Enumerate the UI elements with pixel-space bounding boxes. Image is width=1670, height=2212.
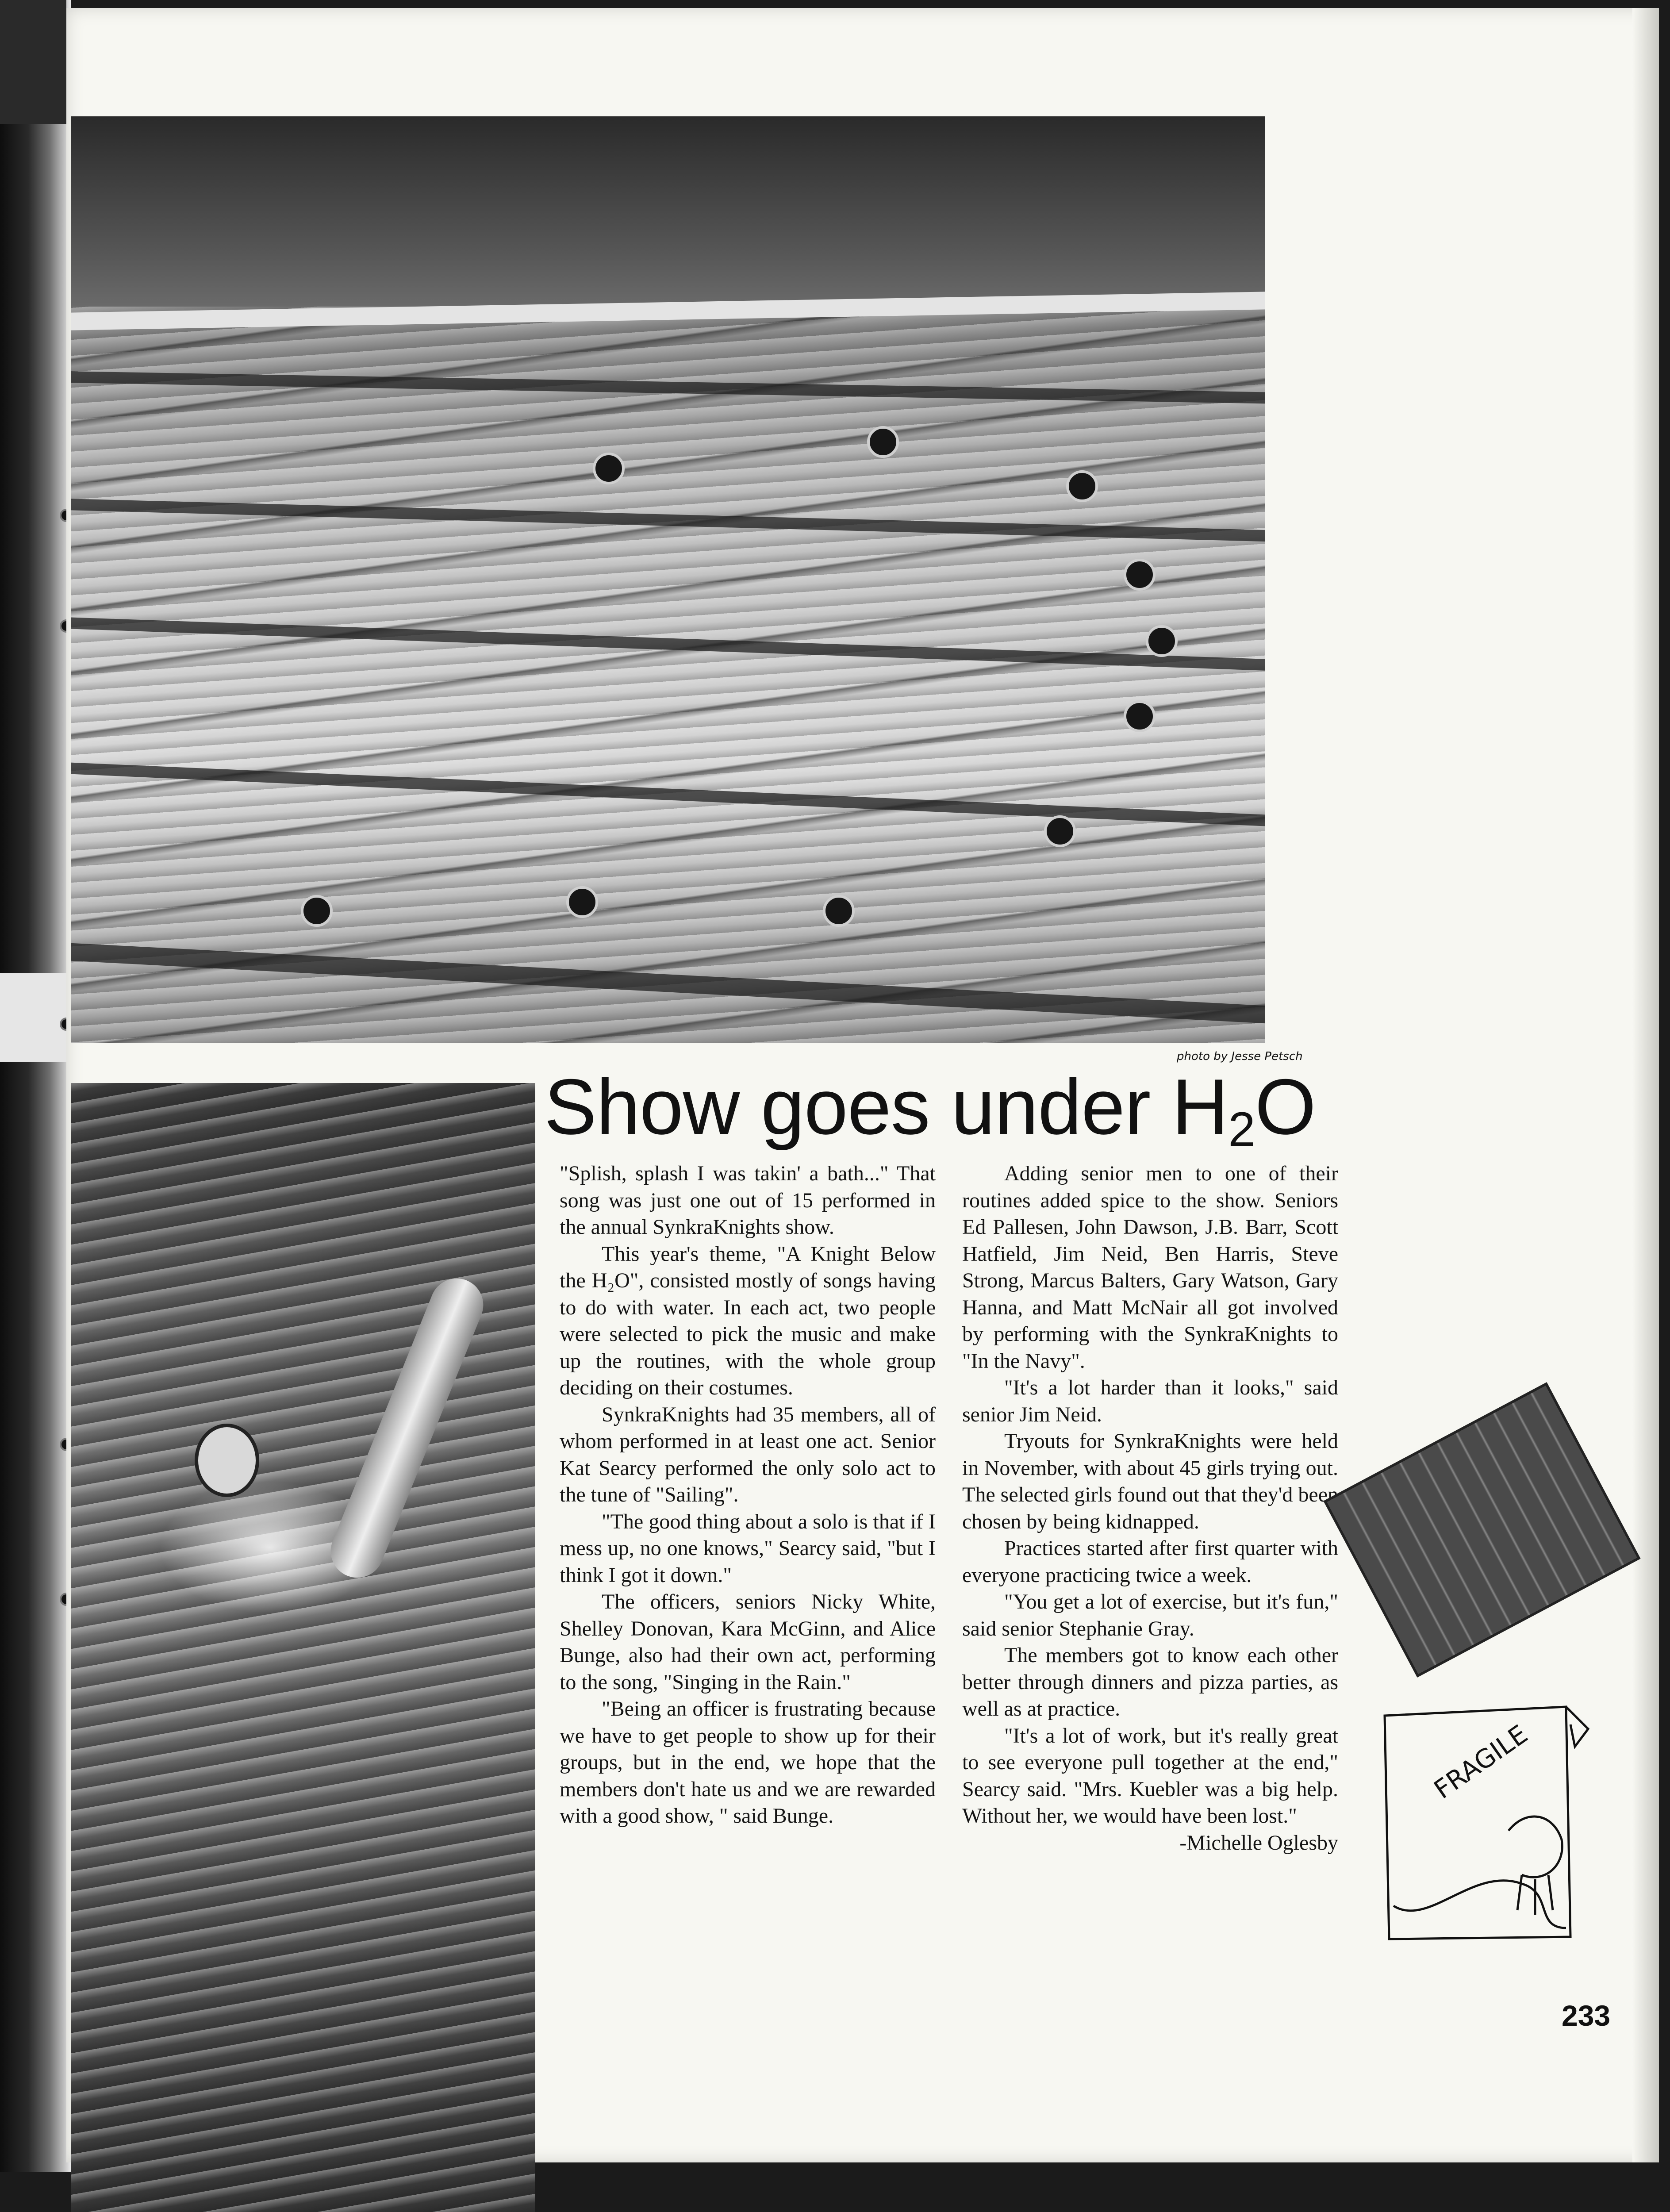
swimmer-head: [195, 1424, 259, 1497]
yearbook-page: [66, 8, 1659, 2162]
paragraph: The members got to know each other better through dinners and pizza parties, as well as at practice.: [962, 1644, 1338, 1720]
headline-text: Show goes under H: [544, 1063, 1229, 1151]
paragraph: "The good thing about a solo is that if I mess up, no one knows," Searcy said, "but I think I got it down.": [560, 1509, 936, 1587]
lane-line: [71, 943, 1265, 1024]
headline-subscript: 2: [1228, 1102, 1255, 1157]
page-edge: [1632, 8, 1659, 2162]
pool-photo: [71, 116, 1265, 1043]
article-column-left: [560, 1160, 936, 1830]
headline-text-end: O: [1255, 1063, 1316, 1151]
swimmer: [1124, 700, 1156, 732]
solo-swimmer-photo: [71, 1083, 535, 2212]
paragraph: "It's a lot of work, but it's really great to see everyone pull together at the end," Searcy said. "Mrs. Kuebler was a big help. Without her, we would have been lost.": [962, 1724, 1338, 1828]
paragraph: Tryouts for SynkraKnights were held in November, with about 45 girls trying out. The selected girls found out that they'd been chosen by being kidnapped.: [962, 1429, 1338, 1533]
swimmer: [301, 895, 333, 927]
byline: -Michelle Oglesby: [1179, 1831, 1338, 1855]
article-headline: [544, 1063, 1316, 1157]
swimmer: [1146, 625, 1178, 657]
paragraph: This year's theme, "A Knight Below the H₂O", consisted mostly of songs having to do with water. In each act, two people were selected to pick the music and make up the routines, with the whole group deciding on their costumes.: [560, 1242, 936, 1399]
paragraph: "Being an officer is frustrating because we have to get people to show up for their groups, but in the end, we hope that the members don't hate us and we are rewarded with a good show, " said Bunge.: [560, 1697, 936, 1828]
photo-credit-top: photo by Jesse Petsch: [1177, 1050, 1303, 1063]
lane-line: [71, 499, 1265, 542]
page-number: 233: [1562, 1999, 1611, 2032]
swimmer: [823, 895, 855, 927]
swimmer-leg: [323, 1271, 491, 1586]
swimmer: [1066, 470, 1098, 502]
paragraph: SynkraKnights had 35 members, all of whom performed in at least one act. Senior Kat Searcy performed the only solo act to the tune of "Sailing".: [560, 1402, 936, 1506]
lane-line: [71, 371, 1265, 404]
swimmer: [867, 426, 899, 458]
paragraph: Practices started after first quarter with everyone practicing twice a week.: [962, 1536, 1338, 1587]
binder-spine: [0, 0, 71, 2172]
paragraph: "You get a lot of exercise, but it's fun," said senior Stephanie Gray.: [962, 1590, 1338, 1640]
box-with-cat-drawing-icon: [1376, 1698, 1597, 1946]
paragraph: "It's a lot harder than it looks," said senior Jim Neid.: [962, 1376, 1338, 1426]
swimmer: [1124, 559, 1156, 591]
swimmer: [566, 886, 598, 918]
paragraph: Adding senior men to one of their routines added spice to the show. Seniors Ed Pallesen, John Dawson, J.B. Barr, Scott Hatfield, Jim Neid, Ben Harris, Steve Strong, Marcus Balters, Gary Watson, Gary Hanna, and Matt McNair all got involved by performing with the SynkraKnights to "In the Navy".: [962, 1162, 1338, 1373]
lane-line: [71, 762, 1265, 827]
fragile-label: FRAGILE: [1428, 1719, 1533, 1805]
swimmer: [593, 453, 625, 484]
swimmer: [1044, 815, 1076, 847]
paragraph: "Splish, splash I was takin' a bath..." That song was just one out of 15 performed in the annual SynkraKnights show.: [560, 1162, 936, 1239]
inset-photo: [1327, 1386, 1637, 1674]
paragraph: The officers, seniors Nicky White, Shelley Donovan, Kara McGinn, and Alice Bunge, also had their own act, performing to the song, "Singing in the Rain.": [560, 1590, 936, 1694]
lane-line: [71, 617, 1265, 671]
article-column-right: [962, 1160, 1338, 1856]
gym-wall: [71, 116, 1265, 307]
